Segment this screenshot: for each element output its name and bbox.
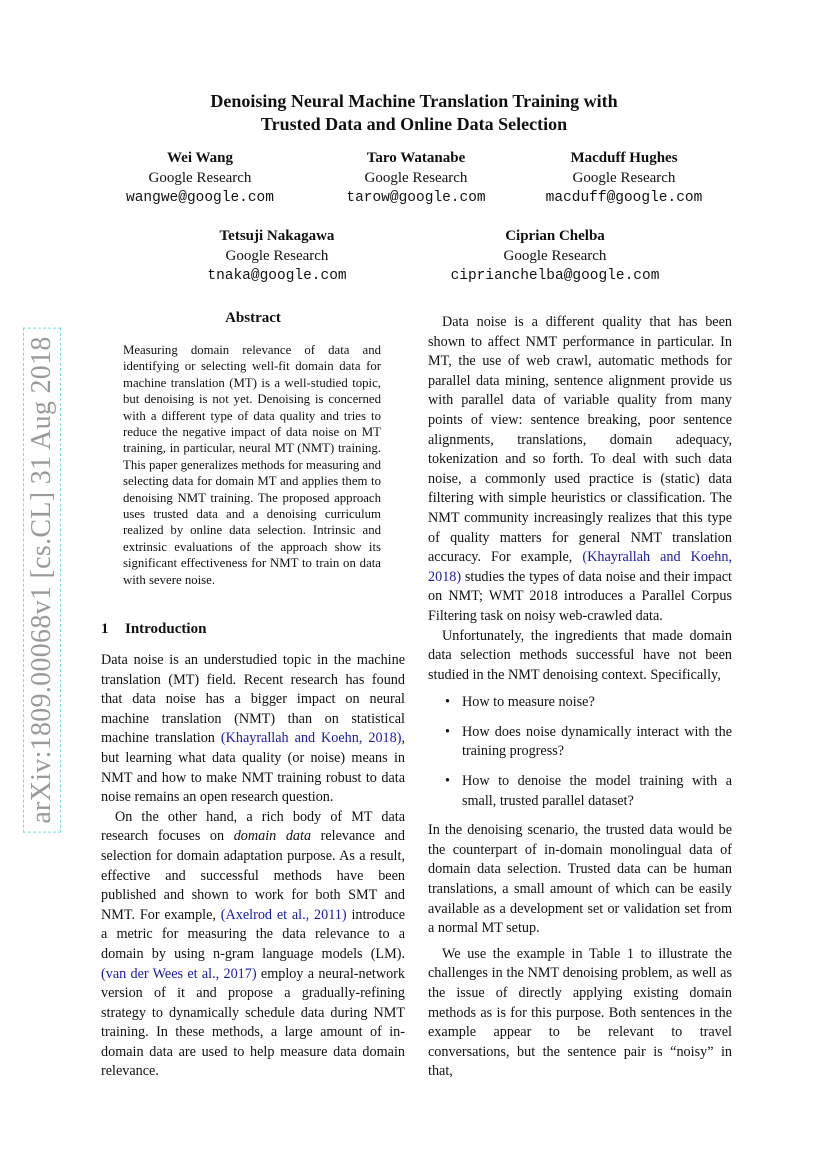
left-column (101, 651, 405, 1082)
author-name: Tetsuji Nakagawa (219, 228, 335, 244)
author-email[interactable]: ciprianchelba@google.com (450, 268, 660, 284)
citation-link[interactable]: (van der Wees et al., 2017) (101, 965, 257, 982)
author-block (187, 226, 367, 286)
title-line-2: Trusted Data and Online Data Selection (260, 114, 568, 134)
abstract-heading: Abstract (225, 310, 281, 326)
author-block (420, 226, 690, 286)
author-affiliation: Google Research (572, 170, 676, 186)
paragraph: On the other hand, a rich body of MT data research focuses on domain data relevance and selection for domain adaptation purpose. As a result, effective and successful methods have been published and shown to work for both SMT and NMT. For example, (Axelrod et al., 2011) introduce a metric for measuring the data relevance to a domain by using n-gram language models (LM). (van der Wees et al., 2017) employ a neural-network version of it and propose a gradually-refining strategy to dynamically schedule data during NMT training. In these methods, a large amount of in-domain data are used to help measure data domain relevance. (101, 808, 406, 1080)
abstract-text: Measuring domain relevance of data and identifying or selecting well-fit domain data for machine translation (MT) is a well-studied topic, but denoising is not yet. Denoising is concerned with a different type of data quality and tries to reduce the negative impact of data noise on MT training, in particular, neural MT (NMT) training. This paper generalizes methods for measuring and selecting data for domain MT and applies them to denoising NMT training. The proposed approach uses trusted data and a denoising curriculum realized by online data selection. Intrinsic and extrinsic evaluations of the approach show its significant effectiveness for NMT to train on data with severe noise. (123, 343, 381, 587)
section-number: 1 (101, 621, 109, 637)
author-email[interactable]: wangwe@google.com (126, 190, 274, 206)
author-email[interactable]: tarow@google.com (346, 190, 486, 206)
author-name: Wei Wang (167, 150, 233, 166)
list-item: • How does noise dynamically interact with the training progress? (428, 723, 732, 762)
citation-link[interactable]: (Khayrallah and Koehn, 2018) (428, 549, 733, 585)
author-block (321, 148, 511, 208)
bullet-list (428, 693, 732, 811)
author-block (524, 148, 724, 208)
author-email[interactable]: macduff@google.com (545, 190, 703, 206)
paragraph: In the denoising scenario, the trusted data would be the counterpart of in-domain monolingual data of domain data selection. Trusted data can be human translations, a small amount of which can be easily available as a development set or validation set from a normal MT setup. (428, 822, 732, 937)
author-email[interactable]: tnaka@google.com (207, 268, 347, 284)
citation-link[interactable]: (Axelrod et al., 2011) (220, 906, 347, 923)
arxiv-identifier[interactable]: arXiv:1809.00068v1 [cs.CL] 31 Aug 2018 (23, 327, 61, 832)
author-name: Macduff Hughes (570, 150, 678, 166)
paragraph: Unfortunately, the ingredients that made domain data selection methods successful have not been studied in the NMT denoising context. Specifically, (428, 627, 732, 683)
author-block (110, 148, 290, 208)
list-item: • How to measure noise? (428, 693, 732, 713)
author-name: Ciprian Chelba (505, 228, 605, 244)
author-affiliation: Google Research (148, 170, 252, 186)
author-affiliation: Google Research (225, 248, 329, 264)
section-heading (101, 621, 206, 638)
citation-link[interactable]: (Khayrallah and Koehn, 2018) (220, 730, 402, 747)
title-line-1: Denoising Neural Machine Translation Training with (210, 91, 618, 111)
list-item: • How to denoise the model training with a small, trusted parallel dataset? (428, 772, 732, 811)
paper-title (0, 90, 828, 136)
author-name: Taro Watanabe (366, 150, 466, 166)
author-affiliation: Google Research (364, 170, 468, 186)
paragraph: Data noise is a different quality that has been shown to affect NMT performance in particular. In MT, the use of web crawl, automatic methods for parallel data mining, sentence alignment provide us with parallel data of variable quality from many points of view: sentence breaking, poor sentence alignments, translations, domain adequacy, tokenization and so forth. To deal with such data noise, a commonly used practice is (static) data filtering with simple heuristics or classification. The NMT community increasingly realizes that this type of quality matters for general NMT translation accuracy. For example, (Khayrallah and Koehn, 2018) studies the types of data noise and their impact on NMT; WMT 2018 introduces a Parallel Corpus Filtering task on noisy web-crawled data. (428, 314, 733, 624)
paragraph: Data noise is an understudied topic in the machine translation (MT) field. Recent research has found that data noise has a bigger impact on neural machine translation (NMT) than on statistical machine translation (Khayrallah and Koehn, 2018), but learning what data quality (or noise) means in NMT and how to make NMT training robust to data noise remains an open research question. (101, 652, 405, 806)
paragraph: We use the example in Table 1 to illustrate the challenges in the NMT denoising problem, as well as the issue of directly applying existing domain methods as is for this purpose. Both sentences in the example appear to be relevant to travel conversations, but the sentence pair is “noisy” in that, (428, 945, 732, 1080)
section-title: Introduction (125, 621, 207, 637)
emphasis: domain data (233, 828, 312, 845)
right-column (428, 313, 732, 1082)
author-affiliation: Google Research (503, 248, 607, 264)
